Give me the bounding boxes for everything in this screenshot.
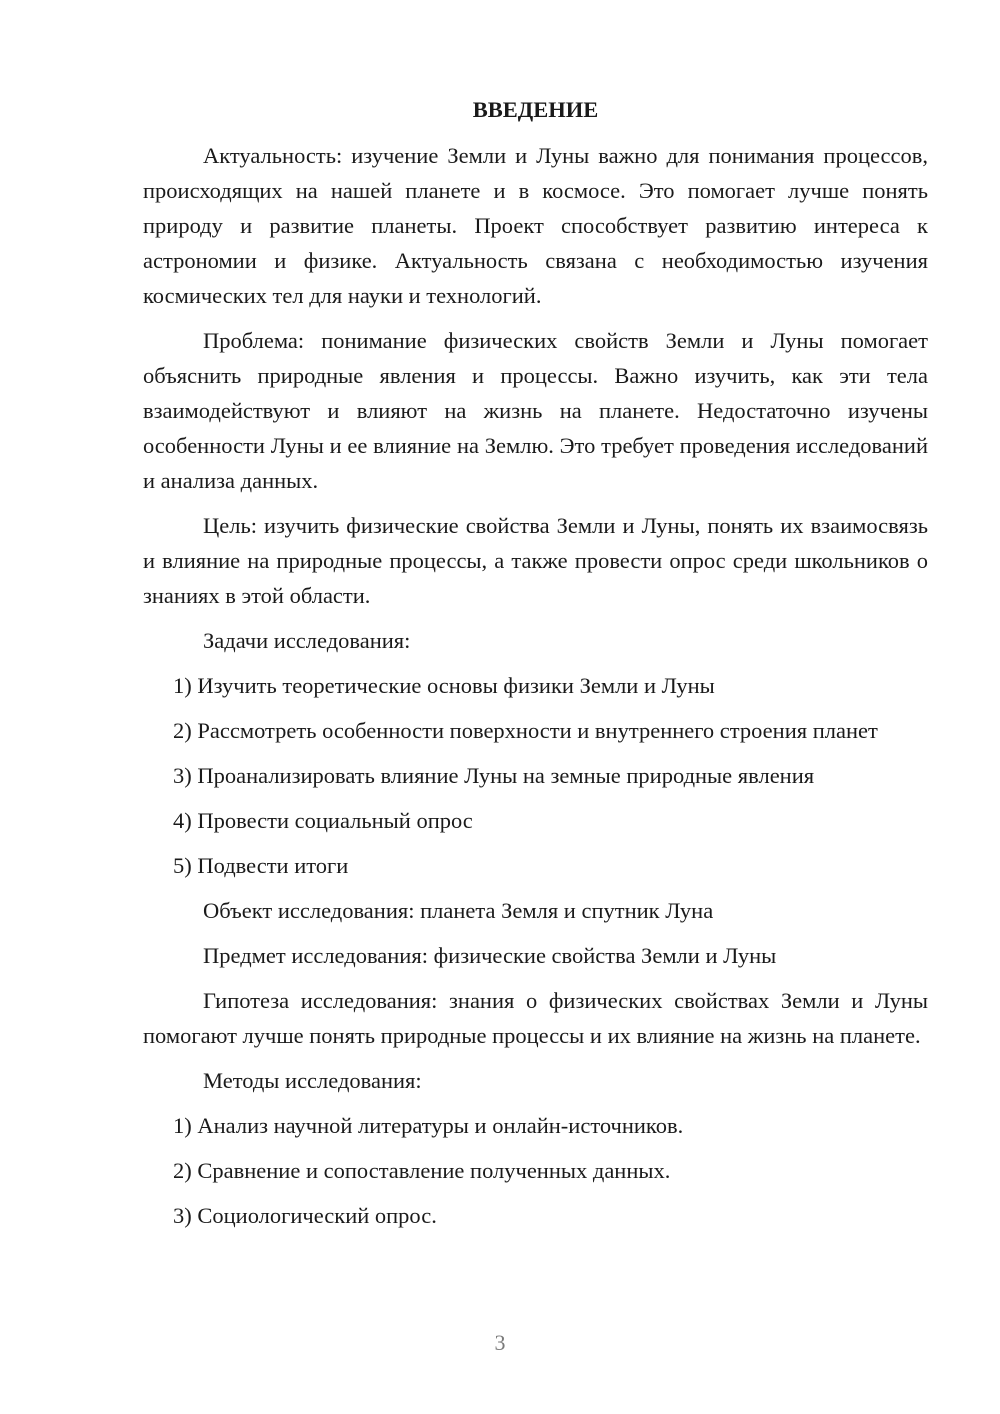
subject-paragraph: Предмет исследования: физические свойства Земли и Луны — [203, 943, 777, 968]
tasks-heading: Задачи исследования: — [203, 628, 411, 653]
task-item: 2) Рассмотреть особенности поверхности и внутреннего строения планет — [173, 718, 878, 743]
method-item: 2) Сравнение и сопоставление полученных данных. — [173, 1158, 671, 1183]
hypothesis-paragraph: Гипотеза исследования: знания о физических свойствах Земли и Луны помогают лучше понять природные процессы и их влияние на жизнь на планете. — [143, 988, 928, 1048]
relevance-paragraph: Актуальность: изучение Земли и Луны важно для понимания процессов, происходящих на нашей планете и в космосе. Это помогает лучше понять природу и развитие планеты. Проект способствует развитию интереса к астрономии и физике. Актуальность связана с необходимостью изучения космических тел для науки и технологий. — [143, 143, 928, 308]
page-title: ВВЕДЕНИЕ — [472, 97, 599, 122]
object-paragraph: Объект исследования: планета Земля и спутник Луна — [203, 898, 714, 923]
document-page — [143, 92, 928, 1243]
method-item: 1) Анализ научной литературы и онлайн-источников. — [173, 1113, 684, 1138]
task-item: 1) Изучить теоретические основы физики Земли и Луны — [173, 673, 715, 698]
goal-paragraph: Цель: изучить физические свойства Земли и Луны, понять их взаимосвязь и влияние на природные процессы, а также провести опрос среди школьников о знаниях в этой области. — [143, 513, 928, 608]
methods-heading: Методы исследования: — [203, 1068, 422, 1093]
page-number: 3 — [494, 1330, 506, 1355]
task-item: 4) Провести социальный опрос — [173, 808, 473, 833]
task-item: 5) Подвести итоги — [173, 853, 349, 878]
task-item: 3) Проанализировать влияние Луны на земные природные явления — [173, 763, 815, 788]
method-item: 3) Социологический опрос. — [173, 1203, 437, 1228]
problem-paragraph: Проблема: понимание физических свойств Земли и Луны помогает объяснить природные явления и процессы. Важно изучить, как эти тела взаимодействуют и влияют на жизнь на планете. Недостаточно изучены особенности Луны и ее влияние на Землю. Это требует проведения исследований и анализа данных. — [143, 328, 928, 493]
